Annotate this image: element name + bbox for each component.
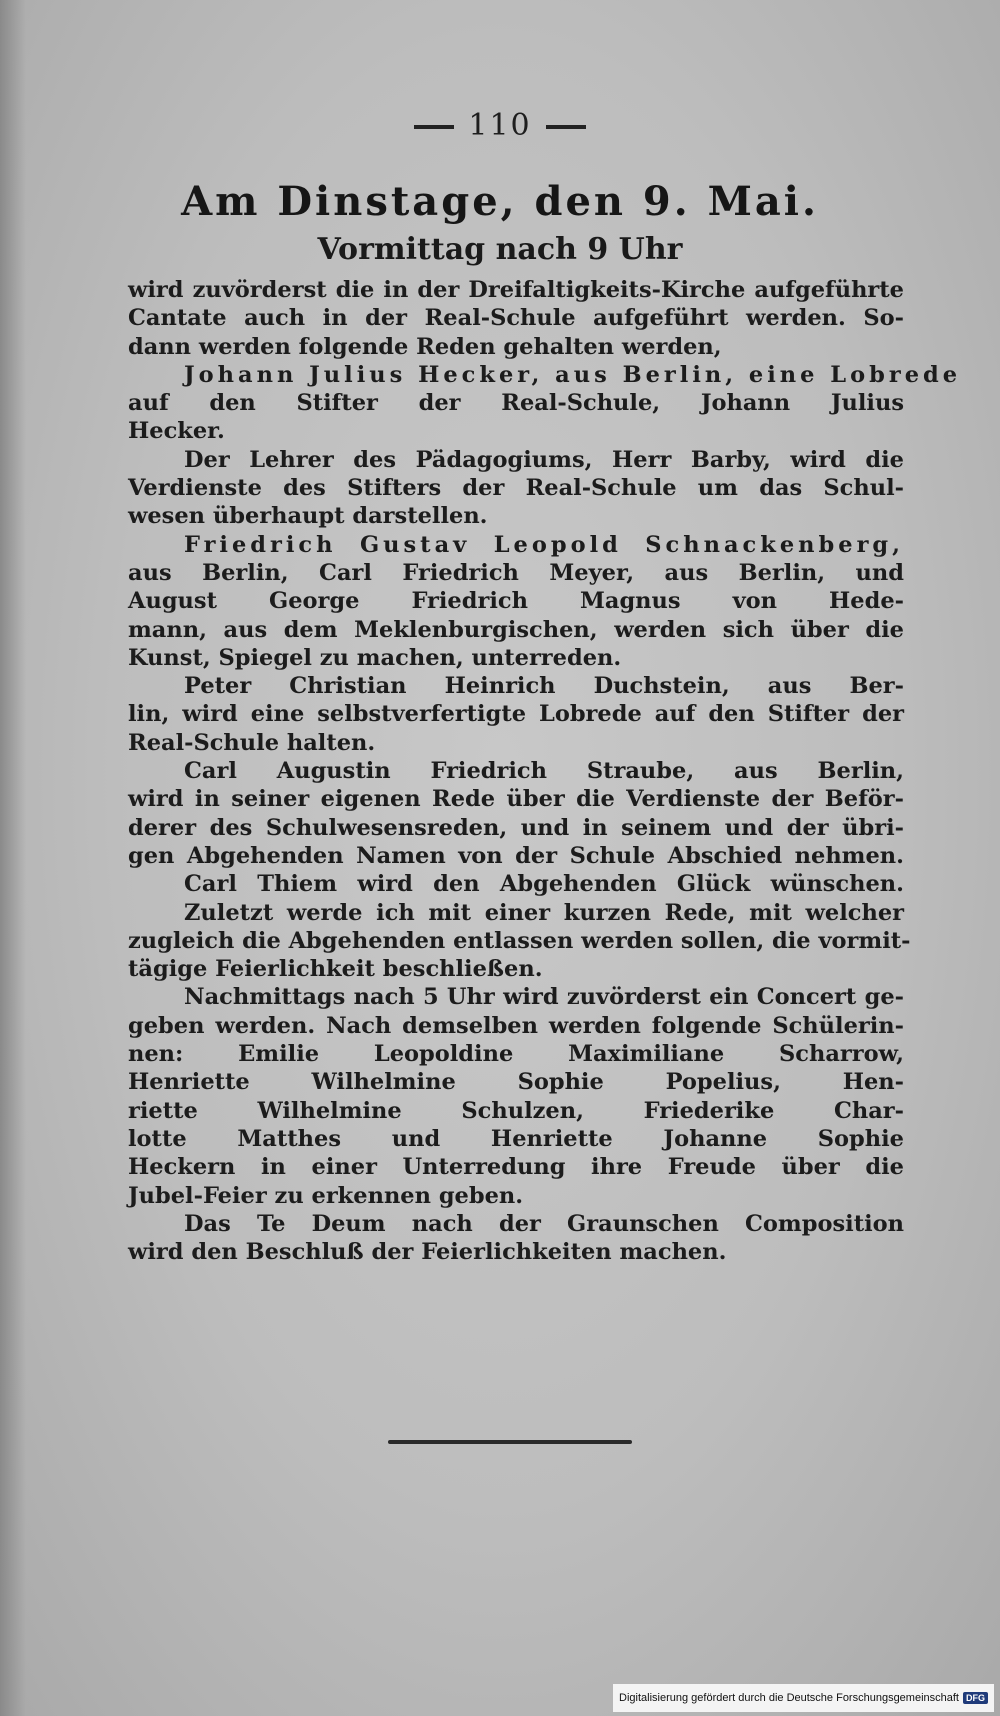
text-line: Carl Thiem wird den Abgehenden Glück wünschen. — [184, 871, 904, 898]
text-line: gen Abgehenden Namen von der Schule Abschied nehmen. — [128, 842, 904, 869]
text-line: wird zuvörderst die in der Dreifaltigkeits-Kirche aufgeführte — [128, 277, 904, 303]
text-line: Johann Julius Hecker, aus Berlin, eine Lobrede — [184, 361, 962, 388]
text-line: zugleich die Abgehenden entlassen werden sollen, die vormit- — [128, 927, 911, 954]
text-line: geben werden. Nach demselben werden folgende Schülerin- — [128, 1012, 904, 1039]
section-subheading: Vormittag nach 9 Uhr — [317, 232, 683, 267]
closing-rule — [388, 1440, 632, 1444]
text-line: lin, wird eine selbstverfertigte Lobrede auf den Stifter der — [128, 701, 904, 728]
section-heading: Am Dinstage, den 9. Mai. — [181, 178, 819, 225]
text-line: Verdienste des Stifters der Real-Schule um das Schul- — [128, 475, 904, 502]
text-line: August George Friedrich Magnus von Hede- — [128, 588, 904, 615]
dfg-logo-icon: DFG — [963, 1692, 988, 1704]
body-text — [128, 276, 962, 1266]
text-line: Das Te Deum nach der Graunschen Composition — [184, 1210, 904, 1237]
text-line: wesen überhaupt darstellen. — [128, 503, 488, 530]
digitization-footer — [613, 1684, 994, 1712]
text-line: lotte Matthes und Henriette Johanne Sophie — [128, 1125, 904, 1152]
page-number-dash-left — [414, 125, 454, 129]
text-line: Henriette Wilhelmine Sophie Popelius, Hen- — [128, 1069, 904, 1096]
text-line: Real-Schule halten. — [128, 729, 376, 756]
text-line: Zuletzt werde ich mit einer kurzen Rede, mit welcher — [184, 899, 904, 926]
text-line: riette Wilhelmine Schulzen, Friederike Char- — [128, 1097, 904, 1124]
text-line: Carl Augustin Friedrich Straube, aus Berlin, — [184, 758, 904, 785]
text-line: Cantate auch in der Real-Schule aufgeführt werden. So- — [128, 305, 904, 332]
footer-text: Digitalisierung gefördert durch die Deutsche Forschungsgemeinschaft — [619, 1692, 959, 1704]
text-line: wird den Beschluß der Feierlichkeiten machen. — [128, 1239, 727, 1266]
text-line: Friedrich Gustav Leopold Schnackenberg, — [184, 531, 904, 558]
text-line: aus Berlin, Carl Friedrich Meyer, aus Berlin, und — [128, 559, 904, 586]
text-line: dann werden folgende Reden gehalten werden, — [128, 333, 722, 360]
text-line: nen: Emilie Leopoldine Maximiliane Scharrow, — [128, 1041, 904, 1068]
page-number-dash-right — [546, 125, 586, 129]
text-line: Der Lehrer des Pädagogiums, Herr Barby, wird die — [184, 446, 904, 473]
text-line: Jubel-Feier zu erkennen geben. — [128, 1182, 524, 1209]
text-line: Hecker. — [128, 418, 225, 445]
page-number-value: 110 — [468, 108, 532, 143]
text-line: Nachmittags nach 5 Uhr wird zuvörderst ein Concert ge- — [184, 984, 904, 1011]
text-line: wird in seiner eigenen Rede über die Verdienste der Beför- — [128, 786, 904, 813]
text-line: derer des Schulwesensreden, und in seinem und der übri- — [128, 814, 904, 841]
text-line: Kunst, Spiegel zu machen, unterreden. — [128, 644, 622, 671]
text-line: Heckern in einer Unterredung ihre Freude über die — [128, 1154, 904, 1181]
page-number — [0, 108, 1000, 143]
text-line: Peter Christian Heinrich Duchstein, aus Ber- — [184, 673, 904, 700]
text-line: tägige Feierlichkeit beschließen. — [128, 956, 543, 983]
text-line: mann, aus dem Meklenburgischen, werden sich über die — [128, 616, 904, 643]
text-line: auf den Stifter der Real-Schule, Johann Julius — [128, 390, 904, 417]
